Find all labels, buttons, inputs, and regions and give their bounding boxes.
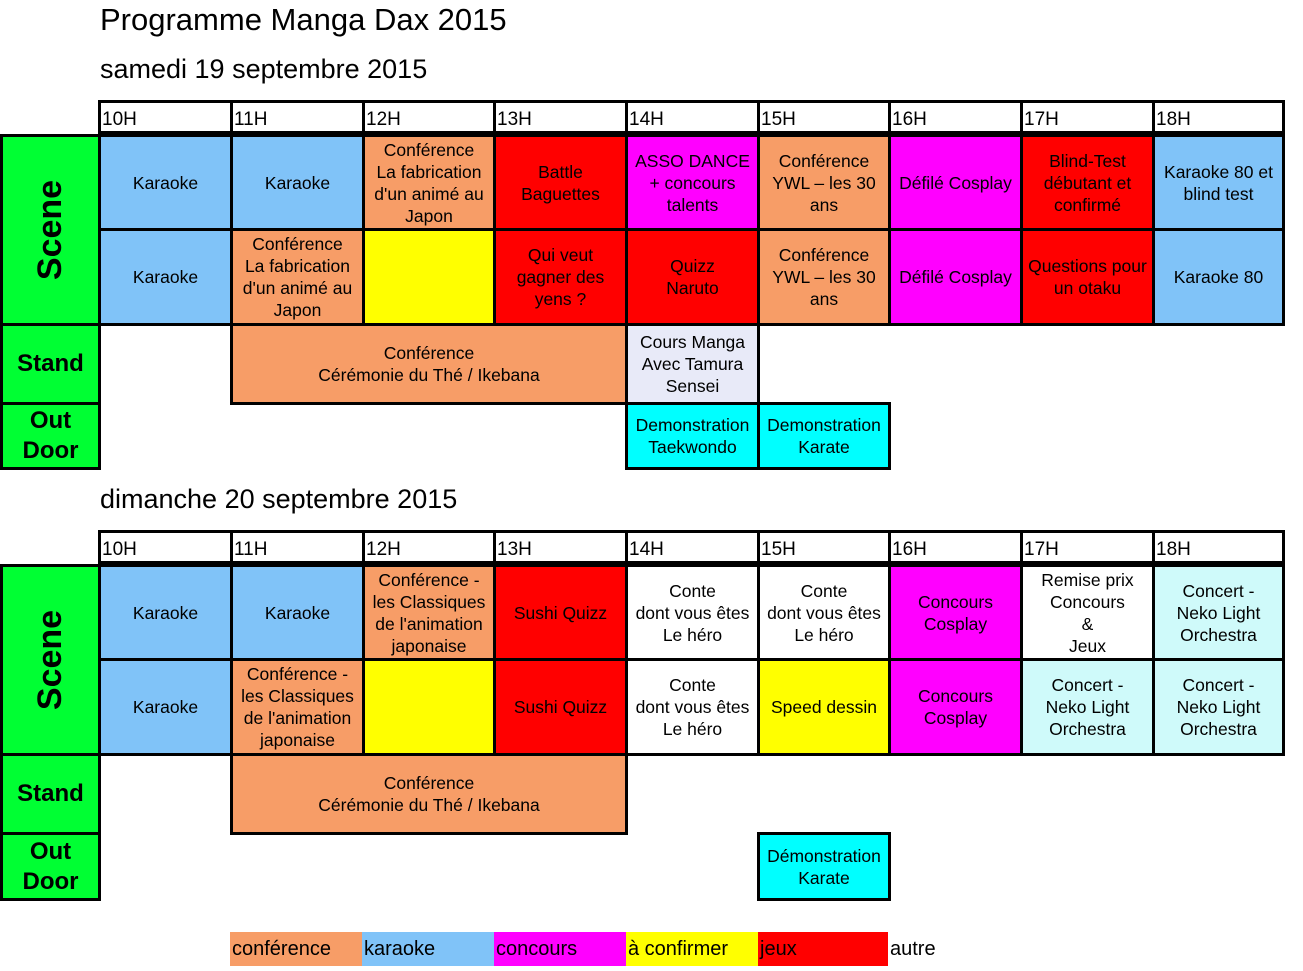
event-cell[interactable]: Battle Baguettes (493, 134, 628, 231)
event-cell[interactable]: Demonstration Taekwondo (625, 402, 760, 470)
legend-item-a-confirmer: à confirmer (626, 932, 758, 966)
page-title: Programme Manga Dax 2015 (100, 2, 507, 37)
event-cell[interactable]: Karaoke (230, 134, 365, 231)
day-title-saturday: samedi 19 septembre 2015 (100, 54, 428, 84)
event-cell[interactable]: Sushi Quizz (493, 564, 628, 661)
event-cell[interactable]: Karaoke (98, 228, 233, 326)
event-cell[interactable]: Karaoke 80 (1152, 228, 1285, 326)
event-cell[interactable]: Défilé Cosplay (888, 228, 1023, 326)
legend-item-jeux: jeux (758, 932, 888, 966)
row-label-outdoor: Out Door (0, 832, 101, 901)
hour-header: 14H (625, 100, 760, 134)
hour-header: 13H (493, 100, 628, 134)
legend-item-concours: concours (494, 932, 626, 966)
event-cell[interactable]: Quizz Naruto (625, 228, 760, 326)
legend-item-karaoke: karaoke (362, 932, 494, 966)
event-cell[interactable]: Conte dont vous êtes Le héro (757, 564, 891, 661)
event-cell[interactable]: Conférence La fabrication d'un animé au Japon (362, 134, 496, 231)
row-label-scene: Scene (0, 134, 101, 326)
event-cell[interactable]: Sushi Quizz (493, 658, 628, 756)
event-cell[interactable]: Conférence Cérémonie du Thé / Ikebana (230, 753, 628, 835)
event-cell[interactable]: Conférence - les Classiques de l'animation japonaise (230, 658, 365, 756)
event-cell[interactable]: Demonstration Karate (757, 402, 891, 470)
hour-header: 11H (230, 100, 365, 134)
event-cell[interactable]: Conférence La fabrication d'un animé au Japon (230, 228, 365, 326)
day-title-sunday: dimanche 20 septembre 2015 (100, 484, 458, 514)
event-cell[interactable]: Concours Cosplay (888, 658, 1023, 756)
event-cell[interactable]: Concert - Neko Light Orchestra (1152, 564, 1285, 661)
event-cell[interactable]: Concours Cosplay (888, 564, 1023, 661)
event-cell[interactable]: Karaoke (230, 564, 365, 661)
legend-item-conference: conférence (230, 932, 362, 966)
hour-header: 10H (98, 530, 233, 564)
hour-header: 14H (625, 530, 760, 564)
row-label-outdoor: Out Door (0, 402, 101, 470)
hour-header: 18H (1152, 530, 1285, 564)
event-cell[interactable]: Questions pour un otaku (1020, 228, 1155, 326)
event-cell[interactable]: Conférence - les Classiques de l'animation japonaise (362, 564, 496, 661)
event-cell[interactable]: Blind-Test débutant et confirmé (1020, 134, 1155, 231)
hour-header: 12H (362, 530, 496, 564)
event-cell[interactable]: Concert - Neko Light Orchestra (1152, 658, 1285, 756)
hour-header: 16H (888, 100, 1023, 134)
row-label-stand: Stand (0, 323, 101, 405)
hour-header: 15H (757, 100, 891, 134)
hour-header: 13H (493, 530, 628, 564)
row-label-scene: Scene (0, 564, 101, 756)
event-cell[interactable]: Concert - Neko Light Orchestra (1020, 658, 1155, 756)
hour-header: 15H (757, 530, 891, 564)
event-cell[interactable]: Conférence YWL – les 30 ans (757, 228, 891, 326)
event-cell[interactable]: Cours Manga Avec Tamura Sensei (625, 323, 760, 405)
event-cell[interactable]: Speed dessin (757, 658, 891, 756)
hour-header: 18H (1152, 100, 1285, 134)
hour-header: 10H (98, 100, 233, 134)
event-cell[interactable] (362, 658, 496, 756)
event-cell[interactable]: Conte dont vous êtes Le héro (625, 658, 760, 756)
event-cell[interactable] (362, 228, 496, 326)
event-cell[interactable]: Karaoke (98, 658, 233, 756)
event-cell[interactable]: Conférence Cérémonie du Thé / Ikebana (230, 323, 628, 405)
event-cell[interactable]: Karaoke 80 et blind test (1152, 134, 1285, 231)
event-cell[interactable]: Remise prix Concours & Jeux (1020, 564, 1155, 661)
event-cell[interactable]: Karaoke (98, 134, 233, 231)
event-cell[interactable]: Démonstration Karate (757, 832, 891, 901)
event-cell[interactable]: Défilé Cosplay (888, 134, 1023, 231)
event-cell[interactable]: Conférence YWL – les 30 ans (757, 134, 891, 231)
event-cell[interactable]: ASSO DANCE + concours talents (625, 134, 760, 231)
hour-header: 17H (1020, 100, 1155, 134)
hour-header: 16H (888, 530, 1023, 564)
legend-item-autre: autre (888, 932, 1020, 966)
hour-header: 17H (1020, 530, 1155, 564)
row-label-stand: Stand (0, 753, 101, 835)
event-cell[interactable]: Conte dont vous êtes Le héro (625, 564, 760, 661)
hour-header: 11H (230, 530, 365, 564)
hour-header: 12H (362, 100, 496, 134)
event-cell[interactable]: Qui veut gagner des yens ? (493, 228, 628, 326)
event-cell[interactable]: Karaoke (98, 564, 233, 661)
